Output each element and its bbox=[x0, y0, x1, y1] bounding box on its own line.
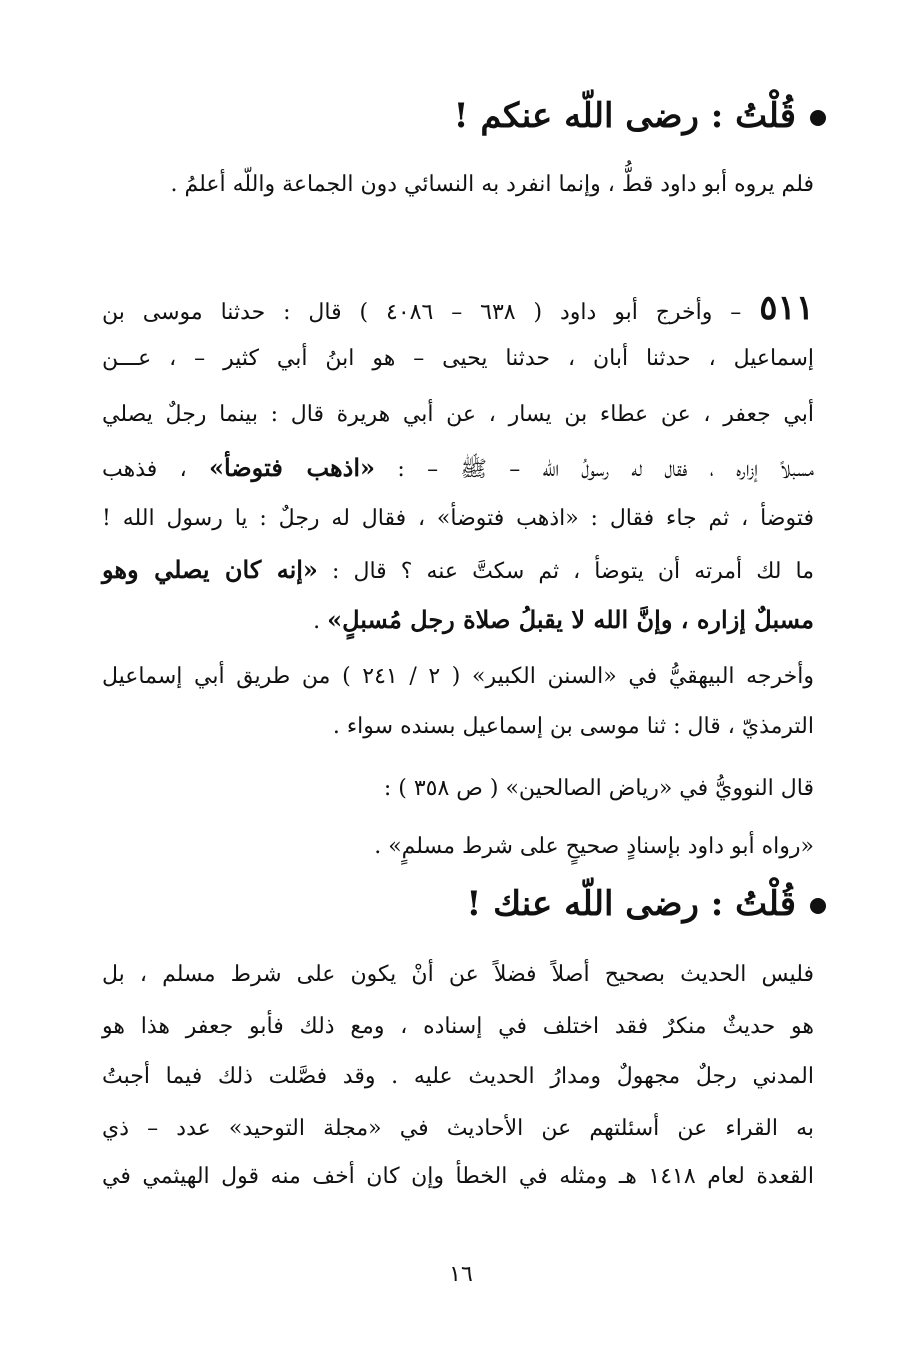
hadith-quote-bold: مسبلٌ إزاره ، وإنَّ الله لا يقبلُ صلاة رجل مُسبلٍ» bbox=[327, 605, 814, 634]
hadith-text: ما لك أمرته أن يتوضأ ، ثم سكتَّ عنه ؟ قال : bbox=[317, 559, 814, 584]
heading-text: قُلْتُ : رضى اللّه عنكم ! bbox=[453, 96, 796, 136]
hadith-line bbox=[102, 556, 814, 585]
heading-qult-1 bbox=[454, 96, 826, 137]
nawawi-line: قال النوويُّ في «رياض الصالحين» ( ص ٣٥٨ ) : bbox=[383, 776, 814, 801]
bullet-icon bbox=[810, 898, 826, 914]
hadith-line bbox=[102, 606, 814, 635]
paragraph-line: فلم يروه أبو داود قطُّ ، وإنما انفرد به النسائي دون الجماعة واللّه أعلمُ . bbox=[170, 172, 814, 197]
paragraph-line: هو حديثٌ منكرٌ فقد اختلف في إسناده ، ومع ذلك فأبو جعفر هذا هو bbox=[102, 1014, 814, 1039]
takhrij-line: الترمذيّ ، قال : ثنا موسى بن إسماعيل بسنده سواء . bbox=[332, 714, 814, 739]
page-number: ١٦ bbox=[449, 1262, 473, 1287]
hadith-text: ، فذهب bbox=[102, 457, 209, 482]
heading-text: قُلْتُ : رضى اللّه عنك ! bbox=[466, 884, 796, 924]
nawawi-quote: «رواه أبو داود بإسنادٍ صحيحٍ على شرط مسلمٍ» . bbox=[374, 834, 814, 859]
hadith-line bbox=[102, 454, 814, 483]
hadith-line: فتوضأ ، ثم جاء فقال : «اذهب فتوضأ» ، فقال له رجلٌ : يا رسول الله ! bbox=[102, 506, 814, 531]
hadith-number: ٥١١ bbox=[759, 288, 814, 328]
hadith-quote-bold: «إنه كان يصلي وهو bbox=[102, 555, 318, 584]
hadith-quote-bold: «اذهب فتوضأ» bbox=[208, 453, 376, 482]
takhrij-line: وأخرجه البيهقيُّ في «السنن الكبير» ( ٢ / ٢٤١ ) من طريق أبي إسماعيل bbox=[102, 664, 814, 689]
hadith-text: . bbox=[313, 609, 328, 634]
heading-qult-2 bbox=[466, 884, 826, 925]
paragraph-line: به القراء عن أسئلتهم عن الأحاديث في «مجلة التوحيد» عدد – ذي bbox=[102, 1116, 814, 1141]
hadith-text: مسبلاً إزاره ، فقال له رسولُ الله – ﷺ – : bbox=[375, 457, 815, 482]
paragraph-line: القعدة لعام ١٤١٨ هـ ومثله في الخطأ وإن كان أخف منه قول الهيثمي في bbox=[102, 1164, 814, 1189]
hadith-line: إسماعيل ، حدثنا أبان ، حدثنا يحيى – هو ابنُ أبي كثير – ، عـــن bbox=[102, 346, 814, 371]
hadith-line: أبي جعفر ، عن عطاء بن يسار ، عن أبي هريرة قال : بينما رجلٌ يصلي bbox=[102, 402, 815, 427]
hadith-text: – وأخرج أبو داود ( ٦٣٨ – ٤٠٨٦ ) قال : حدثنا موسى بن bbox=[102, 300, 742, 325]
paragraph-line: فليس الحديث بصحيح أصلاً فضلاً عن أنْ يكون على شرط مسلم ، بل bbox=[102, 962, 814, 987]
bullet-icon bbox=[810, 110, 826, 126]
hadith-line bbox=[102, 288, 814, 329]
paragraph-line: المدني رجلٌ مجهولٌ ومدارُ الحديث عليه . وقد فصَّلت ذلك فيما أجبتُ bbox=[102, 1064, 814, 1089]
